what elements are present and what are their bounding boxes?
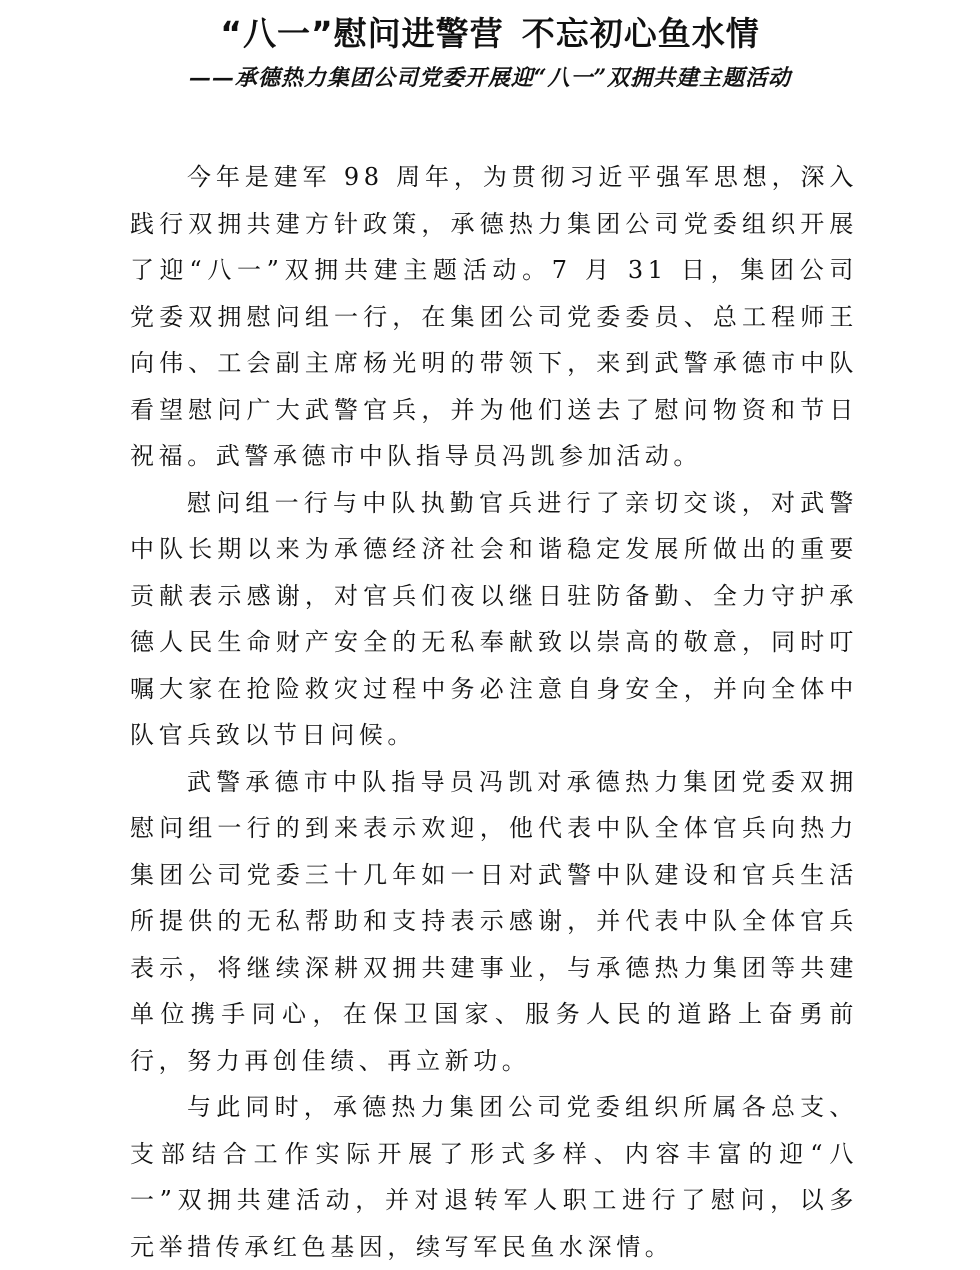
paragraph-2: 慰问组一行与中队执勤官兵进行了亲切交谈，对武警中队长期以来为承德经济社会和谐稳定发展所做出的重要贡献表示感谢，对官兵们夜以继日驻防备勤、全力守护承德人民生命财产安全的无私奉献致以崇高的敬意，同时叮嘱大家在抢险救灾过程中务必注意自身安全，并向全体中队官兵致以节日问候。 xyxy=(130,488,858,749)
article-subtitle: ——承德热力集团公司党委开展迎“八一”双拥共建主题活动 xyxy=(188,65,792,91)
article-title xyxy=(0,10,980,58)
paragraph-4: 与此同时，承德热力集团公司党委组织所属各总支、支部结合工作实际开展了形式多样、内容丰富的迎“八一”双拥共建活动，并对退转军人职工进行了慰问，以多元举措传承红色基因，续写军民鱼水深情。 xyxy=(130,1093,858,1261)
paragraph-1: 今年是建军 98 周年，为贯彻习近平强军思想，深入践行双拥共建方针政策，承德热力集团公司党委组织开展了迎“八一”双拥共建主题活动。7 月 31 日，集团公司党委双拥慰问组一行，在集团公司党委委员、总工程师王向伟、工会副主席杨光明的带领下，来到武警承德市中队看望慰问广大武警官兵，并为他们送去了慰问物资和节日祝福。武警承德市中队指导员冯凯参加活动。 xyxy=(130,163,858,470)
article-title-part1: “八一”慰问进警营 xyxy=(220,14,504,53)
paragraph-3: 武警承德市中队指导员冯凯对承德热力集团党委双拥慰问组一行的到来表示欢迎，他代表中队全体官兵向热力集团公司党委三十几年如一日对武警中队建设和官兵生活所提供的无私帮助和支持表示感谢，并代表中队全体官兵表示，将继续深耕双拥共建事业，与承德热力集团等共建单位携手同心，在保卫国家、服务人民的道路上奋勇前行，努力再创佳绩、再立新功。 xyxy=(130,767,858,1075)
article-title-part2: 不忘初心鱼水情 xyxy=(521,14,760,53)
article-body xyxy=(130,154,858,1270)
